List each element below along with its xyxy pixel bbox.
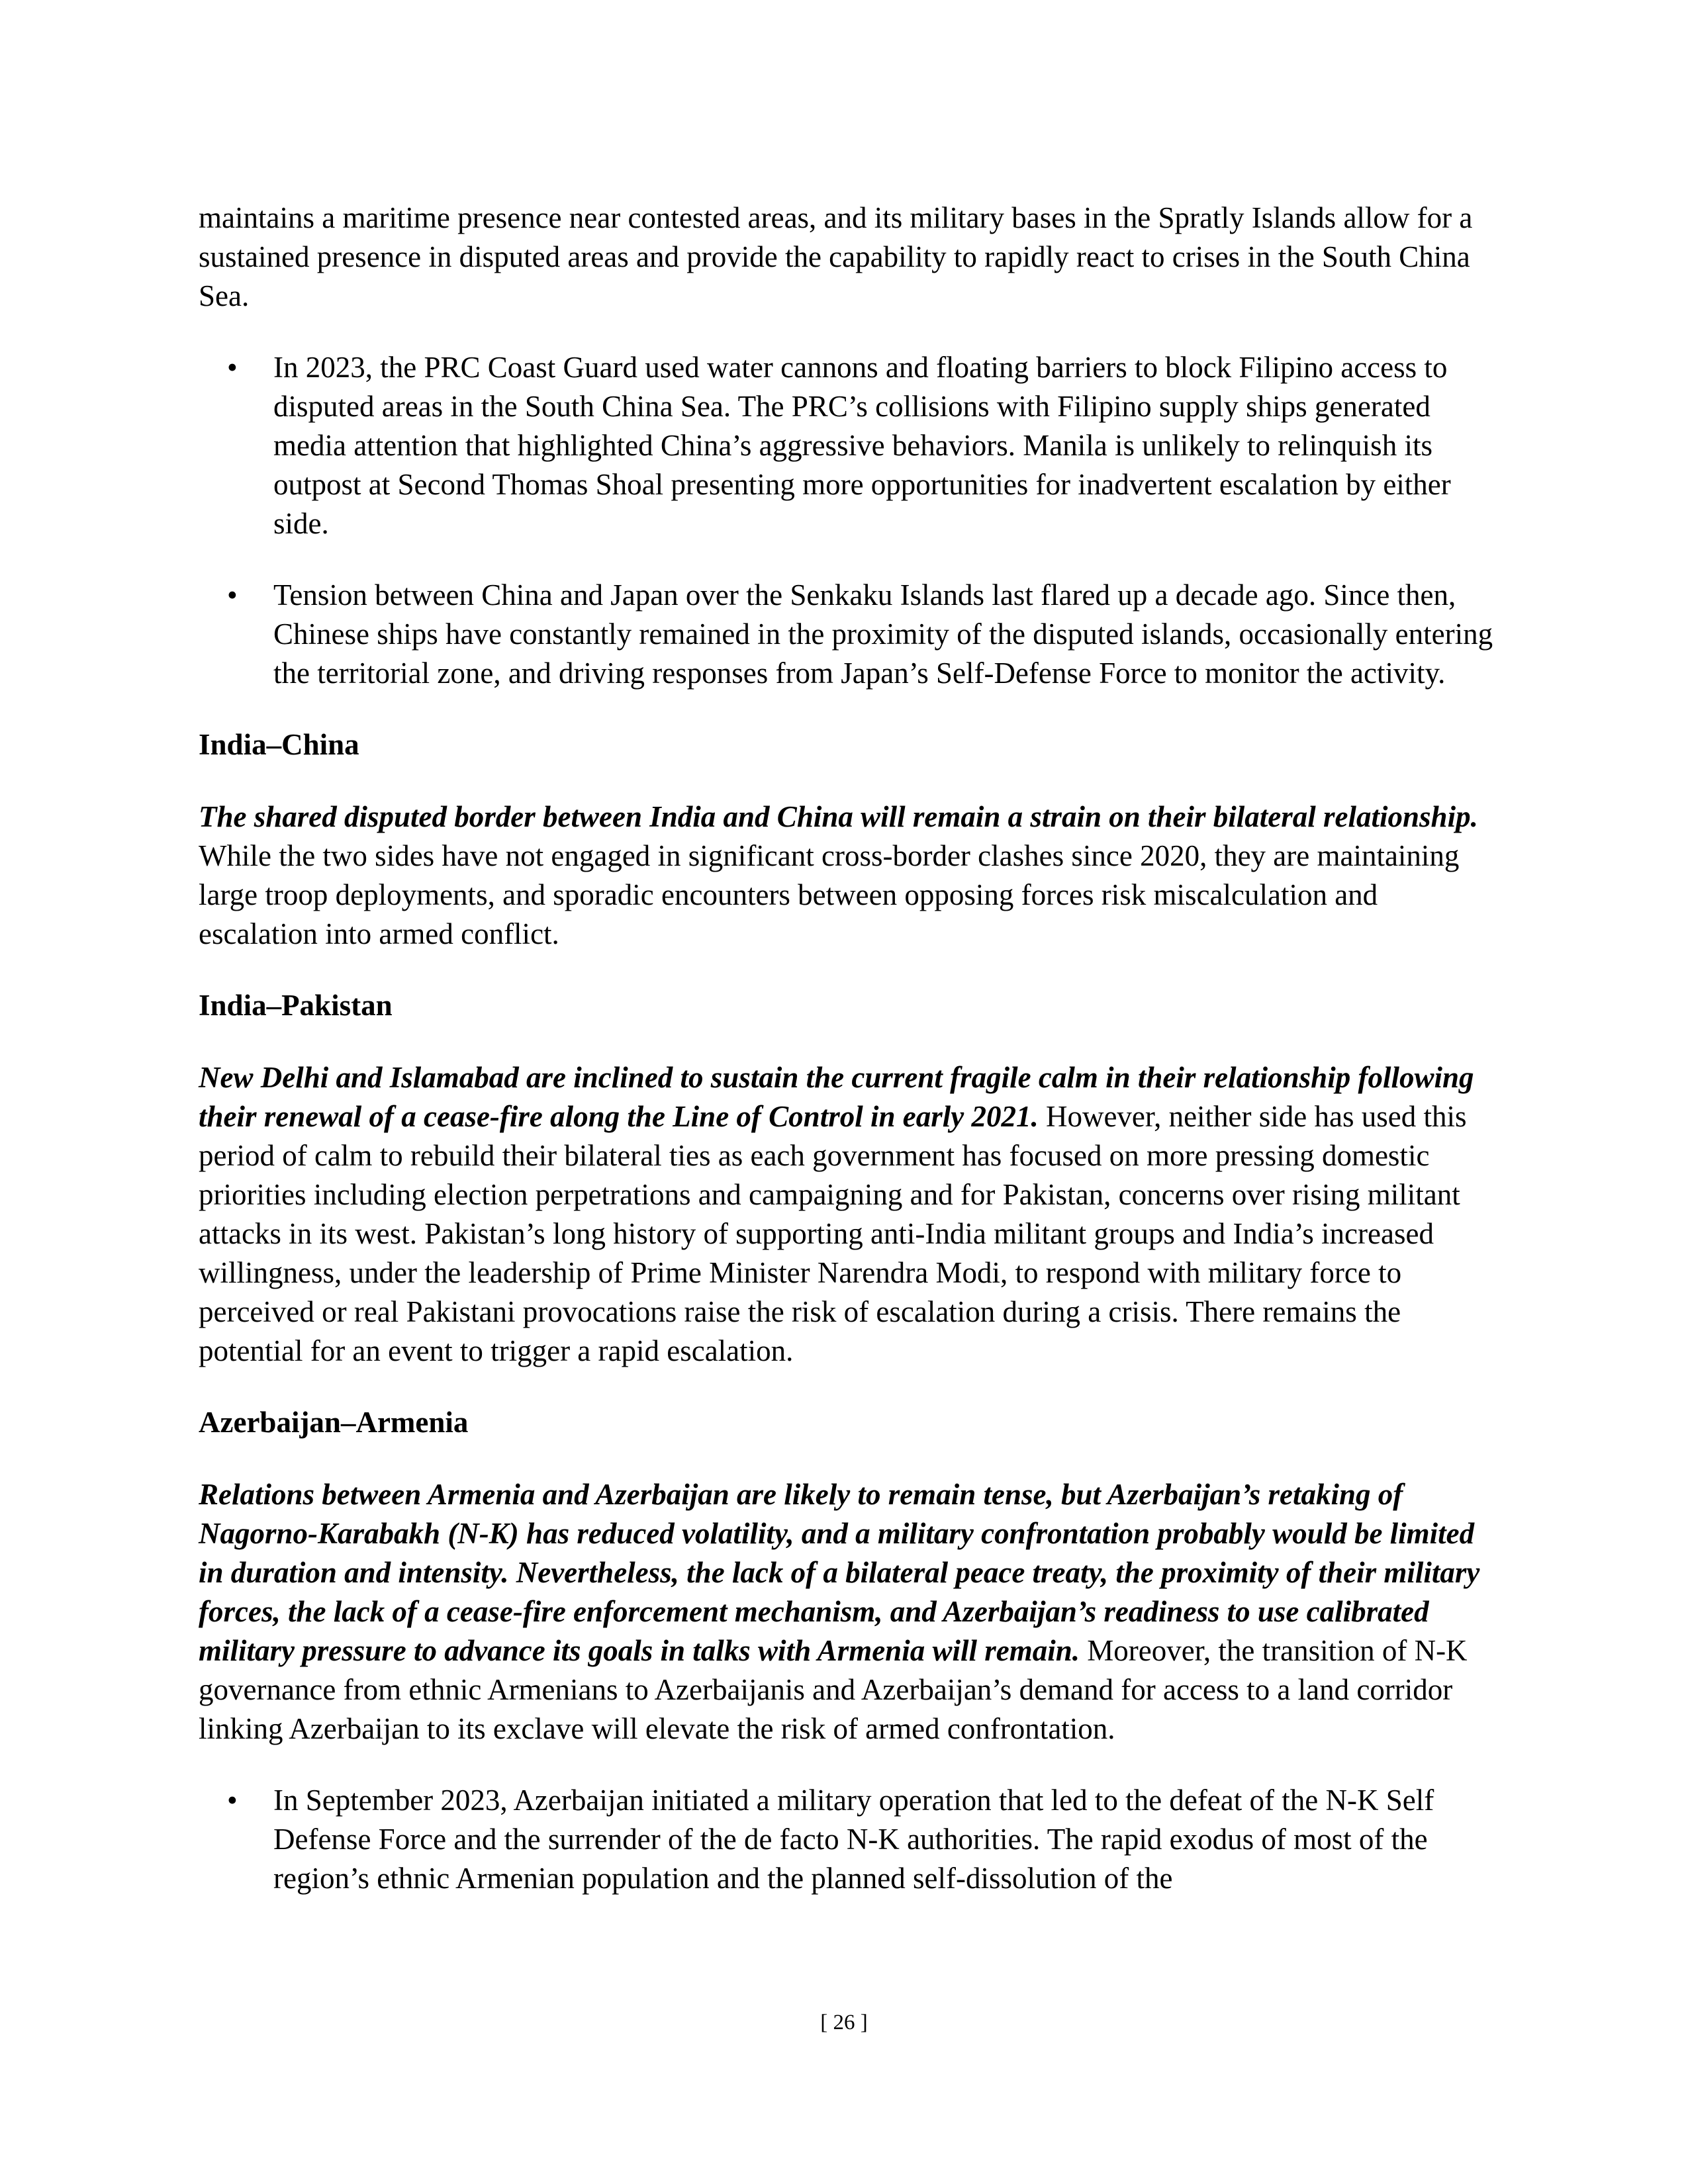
- section-heading-azerbaijan-armenia: Azerbaijan–Armenia: [199, 1406, 469, 1439]
- azerbaijan-armenia-paragraph: [199, 1475, 1496, 1749]
- bullet-icon: •: [227, 578, 238, 612]
- india-pakistan-body: However, neither side has used this period of calm to rebuild their bilateral ties as each government has focused on more pressing domestic priorities including election perpetrations and campaigning and for Pakistan, concerns over rising militant attacks in its west. Pakistan’s long history of supporting anti-India militant groups and India’s increased willingness, under the leadership of Prime Minister Narendra Modi, to respond with military force to perceived or real Pakistani provocations raise the risk of escalation during a crisis. There remains the potential for an event to trigger a rapid escalation.: [199, 1100, 1467, 1367]
- bullet-text: Tension between China and Japan over the Senkaku Islands last flared up a decade ago. Since then, Chinese ships have constantly remained in the proximity of the disputed islands, occasionally entering the territorial zone, and driving responses from Japan’s Self-Defense Force to monitor the activity.: [273, 578, 1493, 690]
- india-china-body: While the two sides have not engaged in significant cross-border clashes since 2020, they are maintaining large troop deployments, and sporadic encounters between opposing forces risk miscalculation and escalation into armed conflict.: [199, 839, 1460, 950]
- bullet-text: In 2023, the PRC Coast Guard used water cannons and floating barriers to block Filipino access to disputed areas in the South China Sea. The PRC’s collisions with Filipino supply ships generated media attention that highlighted China’s aggressive behaviors. Manila is unlikely to relinquish its outpost at Second Thomas Shoal presenting more opportunities for inadvertent escalation by either side.: [273, 351, 1451, 540]
- bullet-icon: •: [227, 351, 238, 384]
- section-heading-india-china: India–China: [199, 728, 359, 761]
- section-heading-india-pakistan: India–Pakistan: [199, 989, 393, 1022]
- document-page: [199, 199, 1496, 1931]
- list-item: [199, 1781, 1496, 1898]
- bullet-list-nagorno-karabakh: [199, 1781, 1496, 1898]
- india-pakistan-paragraph: [199, 1058, 1496, 1371]
- india-china-lead: The shared disputed border between India and China will remain a strain on their bilateral relationship.: [199, 800, 1478, 833]
- intro-paragraph: maintains a maritime presence near contested areas, and its military bases in the Spratly Islands allow for a sustained presence in disputed areas and provide the capability to rapidly react to crises in the South China Sea.: [199, 201, 1473, 312]
- india-china-paragraph: [199, 797, 1496, 954]
- bullet-list-south-china-sea: [199, 348, 1496, 693]
- azerbaijan-armenia-lead: Relations between Armenia and Azerbaijan are likely to remain tense, but Azerbaijan’s retaking of Nagorno-Karabakh (N-K) has reduced volatility, and a military confrontation probably would be limited in duration and intensity. Nevertheless, the lack of a bilateral peace treaty, the proximity of their military forces, the lack of a cease-fire enforcement mechanism, and Azerbaijan’s readiness to use calibrated military pressure to advance its goals in talks with Armenia will remain.: [199, 1478, 1480, 1667]
- azerbaijan-armenia-body: Moreover, the transition of N-K governance from ethnic Armenians to Azerbaijanis and Azerbaijan’s demand for access to a land corridor linking Azerbaijan to its exclave will elevate the risk of armed confrontation.: [199, 1634, 1468, 1745]
- india-pakistan-lead: New Delhi and Islamabad are inclined to sustain the current fragile calm in their relationship following their renewal of a cease-fire along the Line of Control in early 2021.: [199, 1061, 1474, 1133]
- page-number: [ 26 ]: [820, 2011, 868, 2034]
- list-item: [199, 348, 1496, 543]
- bullet-icon: •: [227, 1784, 238, 1817]
- list-item: [199, 576, 1496, 693]
- bullet-text: In September 2023, Azerbaijan initiated a military operation that led to the defeat of the N-K Self Defense Force and the surrender of the de facto N-K authorities. The rapid exodus of most of the region’s ethnic Armenian population and the planned self-dissolution of the: [273, 1784, 1434, 1895]
